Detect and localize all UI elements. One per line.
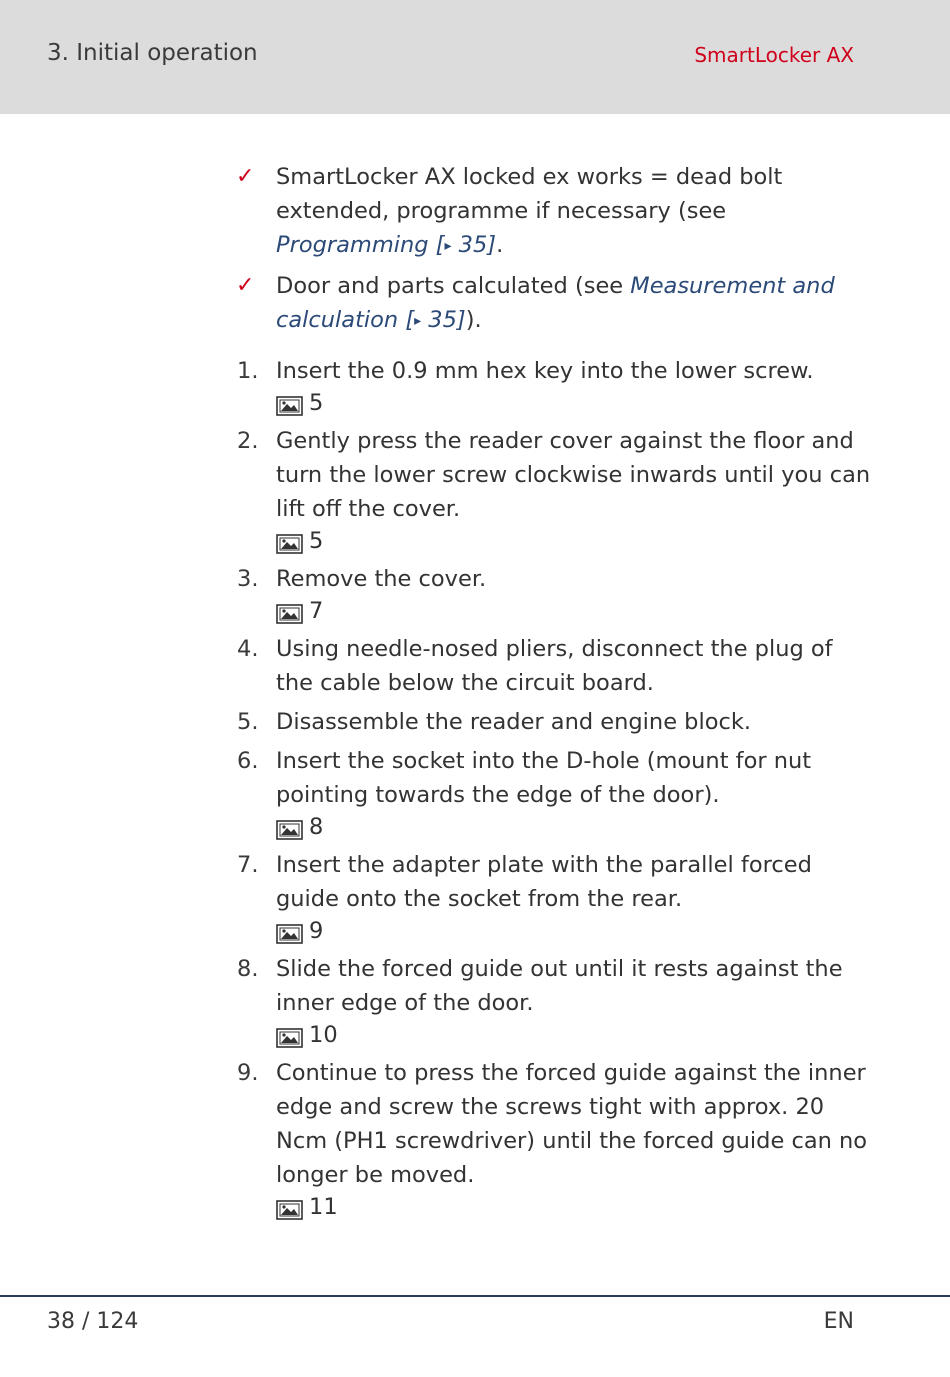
figure-number: 10 bbox=[309, 1022, 338, 1048]
figure-reference[interactable] bbox=[276, 1192, 876, 1223]
prerequisite-text: Door and parts calculated (see bbox=[276, 273, 631, 299]
step-number: 3. bbox=[237, 566, 259, 592]
measurement-link[interactable]: Measurement and calculation [▸ 35] bbox=[276, 273, 835, 333]
step-text: Insert the 0.9 mm hex key into the lower screw. bbox=[276, 358, 814, 384]
figure-number: 11 bbox=[309, 1194, 338, 1220]
figure-number: 5 bbox=[309, 528, 324, 554]
step-text: Insert the socket into the D-hole (mount for nut pointing towards the edge of the door). bbox=[276, 748, 812, 808]
check-icon: ✓ bbox=[236, 164, 255, 189]
link-arrow-icon: ▸ bbox=[414, 313, 422, 329]
page-number: 38 / 124 bbox=[47, 1309, 139, 1334]
figure-icon bbox=[276, 818, 303, 838]
step-item bbox=[236, 952, 876, 1051]
step-item bbox=[236, 1056, 876, 1223]
step-text: Continue to press the forced guide against the inner edge and screw the screws tight with approx. 20 Ncm (PH1 screwdriver) until the forced guide can no longer be moved. bbox=[276, 1060, 868, 1188]
prerequisite-text: SmartLocker AX locked ex works = dead bolt extended, programme if necessary (see bbox=[276, 164, 783, 224]
figure-icon bbox=[276, 602, 303, 622]
language-label: EN bbox=[823, 1309, 854, 1334]
footer-rule bbox=[0, 1295, 950, 1297]
figure-reference[interactable] bbox=[276, 388, 876, 419]
step-number: 7. bbox=[237, 852, 259, 878]
step-number: 9. bbox=[237, 1060, 259, 1086]
step-text: Remove the cover. bbox=[276, 566, 487, 592]
step-text: Gently press the reader cover against the floor and turn the lower screw clockwise inwards until you can lift off the cover. bbox=[276, 428, 871, 522]
steps-list bbox=[236, 354, 876, 1223]
check-icon: ✓ bbox=[236, 273, 255, 298]
step-item bbox=[236, 705, 876, 739]
step-number: 1. bbox=[237, 358, 259, 384]
step-number: 8. bbox=[237, 956, 259, 982]
step-item bbox=[236, 354, 876, 419]
step-number: 6. bbox=[237, 748, 259, 774]
figure-reference[interactable] bbox=[276, 916, 876, 947]
step-number: 4. bbox=[237, 636, 259, 662]
step-item bbox=[236, 632, 876, 700]
figure-icon bbox=[276, 1198, 303, 1218]
step-text: Using needle-nosed pliers, disconnect the plug of the cable below the circuit board. bbox=[276, 636, 833, 696]
figure-reference[interactable] bbox=[276, 812, 876, 843]
step-item bbox=[236, 744, 876, 843]
step-item bbox=[236, 424, 876, 557]
figure-reference[interactable] bbox=[276, 526, 876, 557]
step-text: Slide the forced guide out until it rests against the inner edge of the door. bbox=[276, 956, 843, 1016]
prerequisite-item: ✓ SmartLocker AX locked ex works = dead bolt extended, programme if necessary (see Programming [▸ 35]. bbox=[236, 160, 876, 265]
figure-reference[interactable] bbox=[276, 1020, 876, 1051]
figure-number: 7 bbox=[309, 598, 324, 624]
figure-reference[interactable] bbox=[276, 596, 876, 627]
step-item bbox=[236, 848, 876, 947]
product-name: SmartLocker AX bbox=[694, 43, 854, 67]
figure-icon bbox=[276, 394, 303, 414]
figure-icon bbox=[276, 922, 303, 942]
figure-number: 5 bbox=[309, 390, 324, 416]
figure-icon bbox=[276, 1026, 303, 1046]
figure-number: 9 bbox=[309, 918, 324, 944]
prerequisites-list bbox=[236, 160, 876, 340]
programming-link[interactable]: Programming [▸ 35] bbox=[276, 232, 497, 258]
step-item bbox=[236, 562, 876, 627]
page-header bbox=[0, 0, 950, 114]
section-title: 3. Initial operation bbox=[47, 40, 258, 66]
step-text: Disassemble the reader and engine block. bbox=[276, 709, 752, 735]
step-text: Insert the adapter plate with the parallel forced guide onto the socket from the rear. bbox=[276, 852, 812, 912]
figure-icon bbox=[276, 532, 303, 552]
step-number: 2. bbox=[237, 428, 259, 454]
prerequisite-item: ✓ Door and parts calculated (see Measurement and calculation [▸ 35]). bbox=[236, 269, 876, 340]
step-number: 5. bbox=[237, 709, 259, 735]
link-arrow-icon: ▸ bbox=[444, 238, 452, 254]
figure-number: 8 bbox=[309, 814, 324, 840]
content bbox=[236, 160, 876, 1228]
